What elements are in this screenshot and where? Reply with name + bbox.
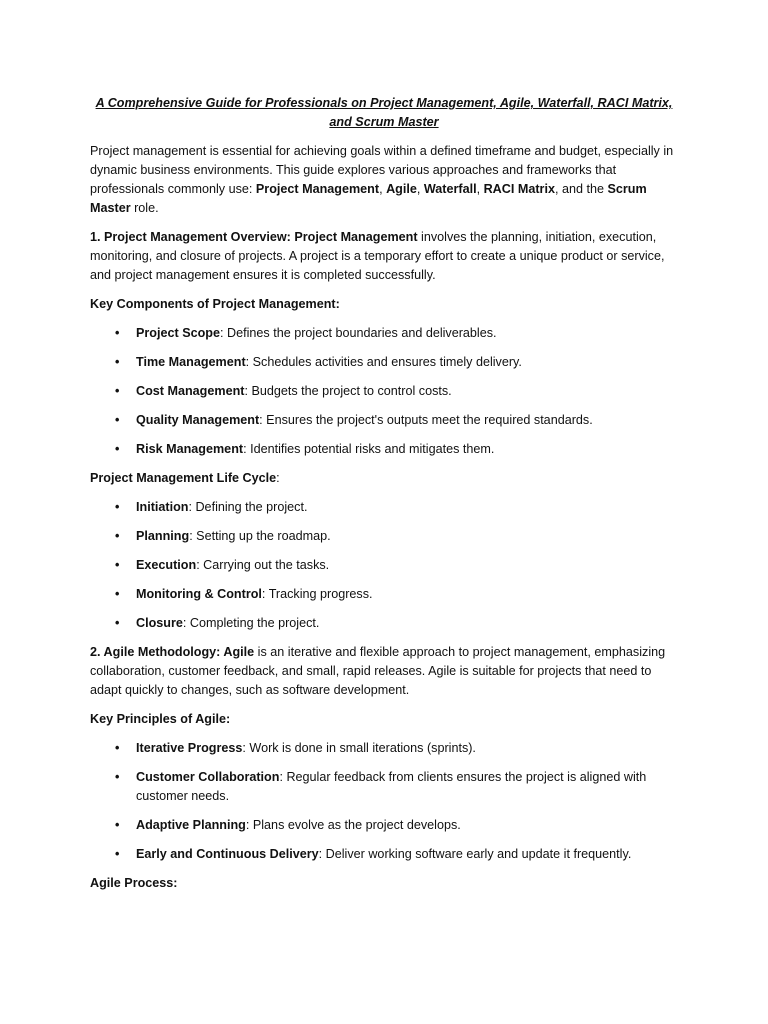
bullet-icon: • <box>115 529 120 543</box>
agile-principles-list <box>90 739 678 864</box>
list-item <box>115 353 678 372</box>
list-item-term: Execution <box>136 558 197 572</box>
section-2-paragraph <box>90 643 678 700</box>
list-item-term: Planning <box>136 529 190 543</box>
bullet-icon: • <box>115 326 120 340</box>
section-2-heading: 2. Agile Methodology: Agile <box>90 645 255 659</box>
list-item <box>115 614 678 633</box>
list-item-text: : Budgets the project to control costs. <box>244 384 452 398</box>
intro-term-agile: Agile <box>386 182 417 196</box>
list-item <box>115 585 678 604</box>
lifecycle-heading-line <box>90 469 678 488</box>
bullet-icon: • <box>115 587 120 601</box>
lifecycle-heading: Project Management Life Cycle <box>90 471 277 485</box>
list-item <box>115 739 678 758</box>
bullet-icon: • <box>115 500 120 514</box>
intro-paragraph <box>90 142 678 218</box>
list-item <box>115 440 678 459</box>
list-item-term: Time Management <box>136 355 246 369</box>
list-item <box>115 498 678 517</box>
lifecycle-heading-colon: : <box>276 471 280 485</box>
intro-text: , <box>416 182 424 196</box>
key-components-heading: Key Components of Project Management: <box>90 297 340 311</box>
bullet-icon: • <box>115 847 120 861</box>
intro-text: Project management is essential for achieving goals within a defined timeframe and budget, especially in dynamic business environments. This guide explores various approaches and frameworks that professionals commonly use: <box>90 144 674 196</box>
document-title: A Comprehensive Guide for Professionals on Project Management, Agile, Waterfall, RACI Matrix, and Scrum Master <box>95 96 673 129</box>
agile-principles-heading: Key Principles of Agile: <box>90 712 231 726</box>
list-item-text: : Setting up the roadmap. <box>189 529 331 543</box>
bullet-icon: • <box>115 616 120 630</box>
list-item <box>115 768 678 806</box>
intro-term-waterfall: Waterfall <box>423 182 477 196</box>
list-item-text: : Regular feedback from clients ensures the project is aligned with customer needs. <box>136 770 647 803</box>
lifecycle-list <box>90 498 678 633</box>
list-item-text: : Defines the project boundaries and deliverables. <box>220 326 497 340</box>
agile-process-heading: Agile Process: <box>90 876 178 890</box>
list-item-text: : Deliver working software early and update it frequently. <box>318 847 632 861</box>
list-item <box>115 324 678 343</box>
bullet-icon: • <box>115 413 120 427</box>
list-item-term: Quality Management <box>136 413 260 427</box>
list-item-term: Risk Management <box>136 442 244 456</box>
list-item-term: Closure <box>136 616 183 630</box>
list-item-term: Project Scope <box>136 326 220 340</box>
bullet-icon: • <box>115 442 120 456</box>
list-item-term: Customer Collaboration <box>136 770 280 784</box>
section-1-paragraph <box>90 228 678 285</box>
list-item-text: : Tracking progress. <box>261 587 373 601</box>
bullet-icon: • <box>115 770 120 784</box>
bullet-icon: • <box>115 558 120 572</box>
list-item-text: : Work is done in small iterations (sprints). <box>242 741 476 755</box>
list-item-text: : Plans evolve as the project develops. <box>245 818 461 832</box>
bullet-icon: • <box>115 384 120 398</box>
section-1-text: involves the planning, initiation, execution, monitoring, and closure of projects. A project is a temporary effort to create a unique product or service, and project management ensures it is completed successfully. <box>90 230 665 282</box>
list-item-term: Initiation <box>136 500 189 514</box>
section-2-text: is an iterative and flexible approach to project management, emphasizing collaboration, customer feedback, and small, rapid releases. Agile is suitable for projects that need to adapt quickly to changes, such as software development. <box>90 645 666 697</box>
list-item <box>115 816 678 835</box>
list-item <box>115 382 678 401</box>
list-item-term: Early and Continuous Delivery <box>136 847 319 861</box>
bullet-icon: • <box>115 818 120 832</box>
intro-text: , and the <box>554 182 608 196</box>
list-item-text: : Completing the project. <box>182 616 320 630</box>
list-item <box>115 845 678 864</box>
intro-text: , <box>379 182 387 196</box>
list-item-text: : Ensures the project's outputs meet the required standards. <box>259 413 593 427</box>
list-item-term: Cost Management <box>136 384 245 398</box>
list-item-text: : Defining the project. <box>188 500 308 514</box>
intro-term-scrum-master: Scrum Master <box>90 182 647 215</box>
list-item <box>115 527 678 546</box>
list-item <box>115 556 678 575</box>
intro-text: role. <box>130 201 159 215</box>
key-components-list <box>90 324 678 459</box>
intro-term-raci: RACI Matrix <box>483 182 555 196</box>
bullet-icon: • <box>115 355 120 369</box>
intro-term-project-management: Project Management <box>255 182 380 196</box>
intro-text: , <box>476 182 484 196</box>
list-item-text: : Schedules activities and ensures timely delivery. <box>245 355 522 369</box>
list-item-text: : Identifies potential risks and mitigates them. <box>243 442 495 456</box>
list-item-term: Adaptive Planning <box>136 818 246 832</box>
list-item-text: : Carrying out the tasks. <box>196 558 330 572</box>
list-item-term: Monitoring & Control <box>136 587 262 601</box>
list-item <box>115 411 678 430</box>
list-item-term: Iterative Progress <box>136 741 243 755</box>
bullet-icon: • <box>115 741 120 755</box>
section-1-heading: 1. Project Management Overview: Project Management <box>90 230 418 244</box>
